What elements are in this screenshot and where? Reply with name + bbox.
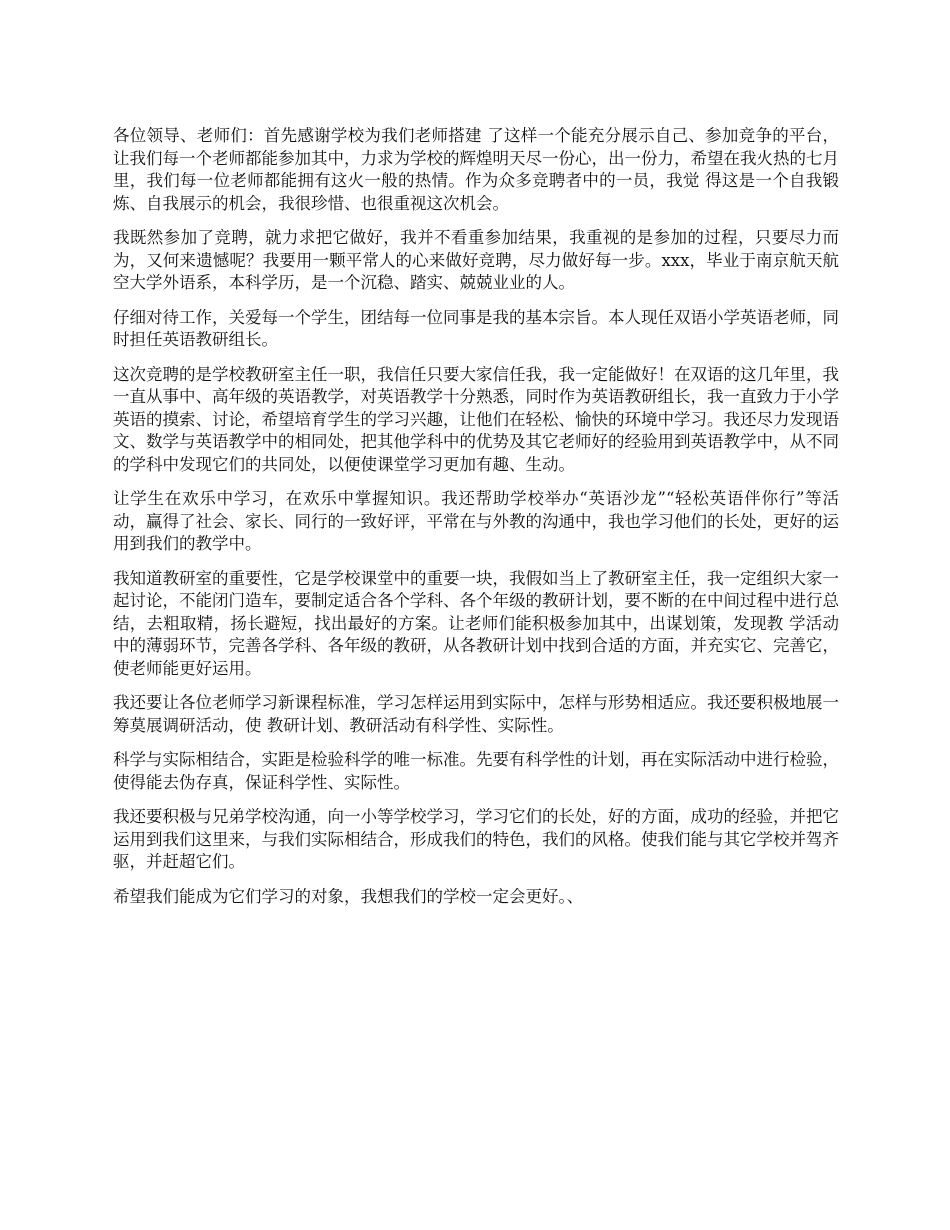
document-body	[113, 125, 839, 920]
paragraph-principle: 仔细对待工作，关爱每一个学生，团结每一位同事是我的基本宗旨。本人现任双语小学英语老师，同时担任英语教研组长。	[113, 307, 839, 349]
paragraph-experience: 这次竞聘的是学校教研室主任一职，我信任只要大家信任我，我一定能做好！在双语的这几年里，我一直从事中、高年级的英语教学，对英语教学十分熟悉，同时作为英语教研组长，我一直致力于小学英语的摸索、讨论，希望培育学生的学习兴趣，让他们在轻松、愉快的环境中学习。我还尽力发现语文、数学与英语教学中的相同处，把其他学科中的优势及其它老师好的经验用到英语教学中，从不同的学科中发现它们的共同处，以便使课堂学习更加有趣、生动。	[113, 364, 839, 474]
paragraph-plan: 我知道教研室的重要性，它是学校课堂中的重要一块，我假如当上了教研室主任，我一定组织大家一起讨论，不能闭门造车，要制定适合各个学科、各个年级的教研计划，要不断的在中间过程中进行总结，去粗取精，扬长避短，找出最好的方案。让老师们能积极参加其中，出谋划策，发现教 学活动中的薄弱环节，完善各学科、各年级的教研，从各教研计划中找到合适的方面，并充实它、完善它，使老师能更好运用。	[113, 568, 839, 678]
paragraph-curriculum: 我还要让各位老师学习新课程标准，学习怎样运用到实际中，怎样与形势相适应。我还要积极地展一筹莫展调研活动，使 教研计划、教研活动有科学性、实际性。	[113, 693, 839, 735]
paragraph-activities: 让学生在欢乐中学习，在欢乐中掌握知识。我还帮助学校举办“英语沙龙”“轻松英语伴你行”等活动，赢得了社会、家长、同行的一致好评，平常在与外教的沟通中，我也学习他们的长处，更好的运用到我们的教学中。	[113, 489, 839, 553]
paragraph-greeting: 各位领导、老师们：首先感谢学校为我们老师搭建 了这样一个能充分展示自己、参加竞争的平台，让我们每一个老师都能参加其中，力求为学校的辉煌明天尽一份心，出一份力，希望在我火热的七月里，我们每一位老师都能拥有这火一般的热情。作为众多竞聘者中的一员，我觉 得这是一个自我锻炼、自我展示的机会，我很珍惜、也很重视这次机会。	[113, 126, 839, 213]
paragraph-closing: 希望我们能成为它们学习的对象，我想我们的学校一定会更好。、	[113, 886, 584, 906]
paragraph-science: 科学与实际相结合，实距是检验科学的唯一标准。先要有科学性的计划，再在实际活动中进行检验，使得能去伪存真，保证科学性、实际性。	[113, 750, 839, 792]
paragraph-introduction: 我既然参加了竞聘，就力求把它做好，我并不看重参加结果，我重视的是参加的过程，只要尽力而为，又何来遗憾呢？我要用一颗平常人的心来做好竞聘，尽力做好每一步。xxx，毕业于南京航天航空大学外语系，本科学历，是一个沉稳、踏实、兢兢业业的人。	[113, 228, 839, 292]
paragraph-cooperation: 我还要积极与兄弟学校沟通，向一小等学校学习，学习它们的长处，好的方面，成功的经验，并把它运用到我们这里来，与我们实际相结合，形成我们的特色，我们的风格。使我们能与其它学校并驾齐驱，并赶超它们。	[113, 807, 839, 871]
